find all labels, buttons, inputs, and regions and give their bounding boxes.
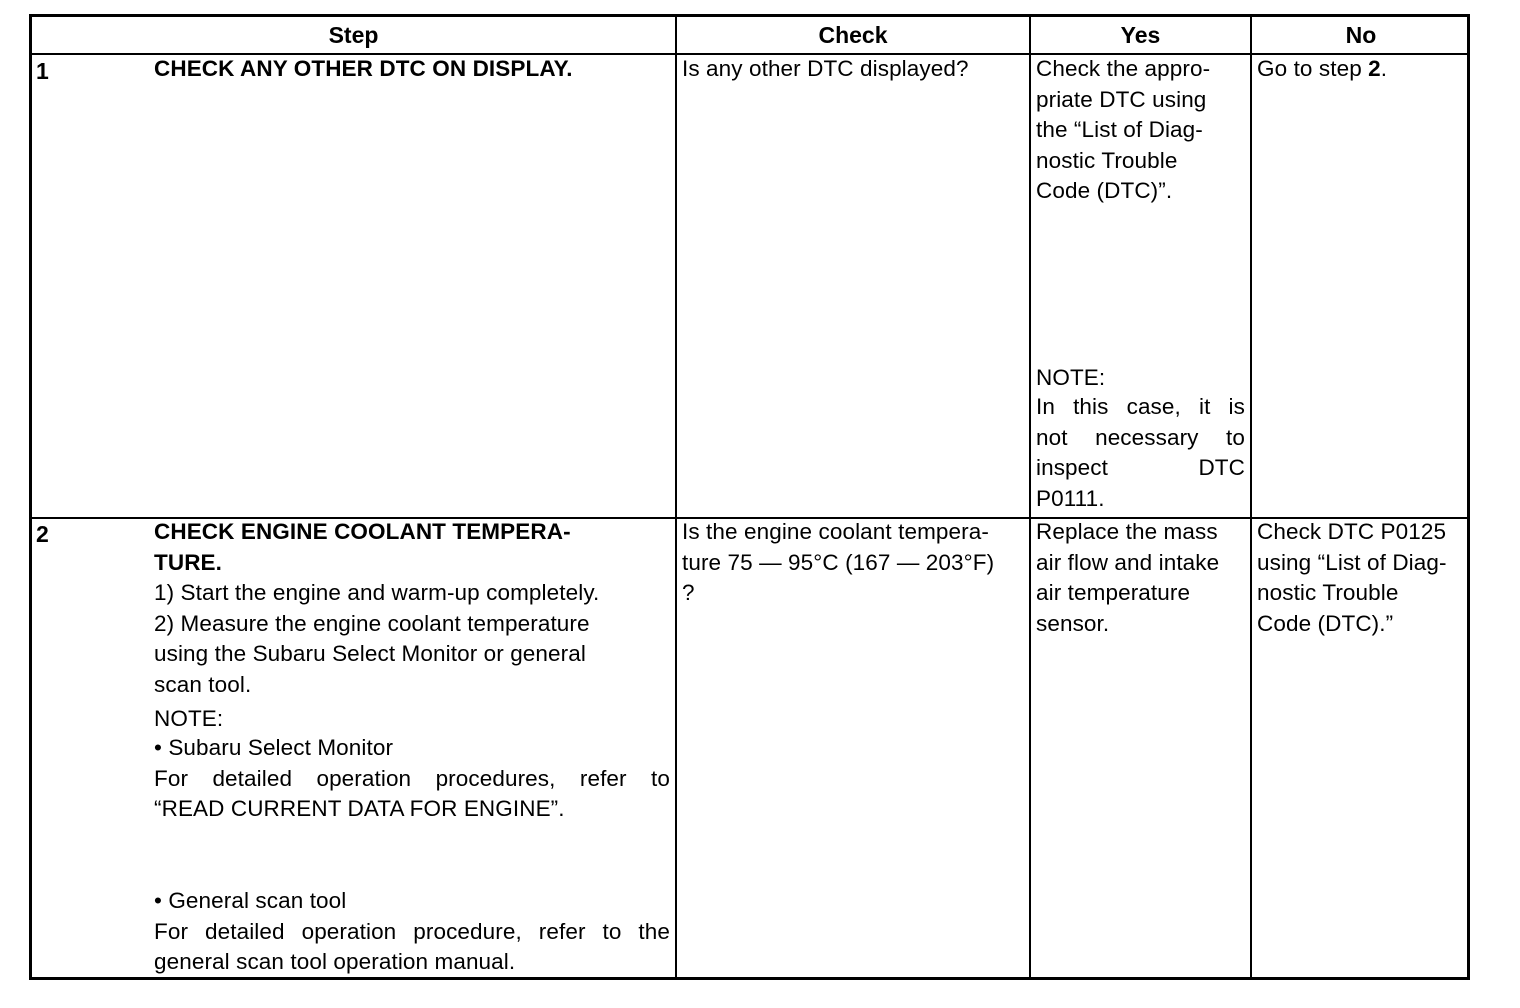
bullet-select-monitor: • Subaru Select Monitor [154, 735, 394, 760]
check-text: Is any other DTC displayed? [682, 56, 969, 81]
table-frame [29, 14, 1470, 980]
header-yes: Yes [1120, 22, 1161, 48]
yes-note: NOTE: In this case, it is not necessary to inspect DTC P0111. [1036, 365, 1245, 511]
no-text: Check DTC P0125 using “List of Diag- nostic Trouble Code (DTC).” [1257, 519, 1447, 636]
step-number: 2 [36, 521, 49, 547]
step-note-general: • General scan tool For detailed operation procedure, refer to the general scan tool operation manual. [154, 888, 670, 974]
yes-text: Replace the mass air flow and intake air temperature sensor. [1036, 519, 1220, 636]
header-check: Check [818, 22, 888, 48]
header-step: Step [328, 22, 379, 48]
step-title: CHECK ANY OTHER DTC ON DISPLAY. [154, 56, 573, 81]
yes-text: Check the appro- priate DTC using the “List of Diag- nostic Trouble Code (DTC)”. [1036, 56, 1211, 203]
step-note: NOTE: • Subaru Select Monitor For detailed operation procedures, refer to “READ CURRENT DATA FOR ENGINE”. [154, 706, 670, 821]
no-text: Go to step 2. [1257, 56, 1388, 81]
column-divider [1029, 14, 1031, 980]
step-instructions: CHECK ENGINE COOLANT TEMPERA- TURE. 1) Start the engine and warm-up completely. 2) Measure the engine coolant temperature using the Subaru Select Monitor or general scan tool. [154, 519, 600, 697]
step-number: 1 [36, 58, 49, 84]
header-no: No [1345, 22, 1377, 48]
check-text: Is the engine coolant tempera- ture 75 — 95°C (167 — 203°F) ? [682, 519, 995, 605]
column-divider [1250, 14, 1252, 980]
bullet-general-scan-tool: • General scan tool [154, 888, 347, 913]
column-divider [675, 14, 677, 980]
